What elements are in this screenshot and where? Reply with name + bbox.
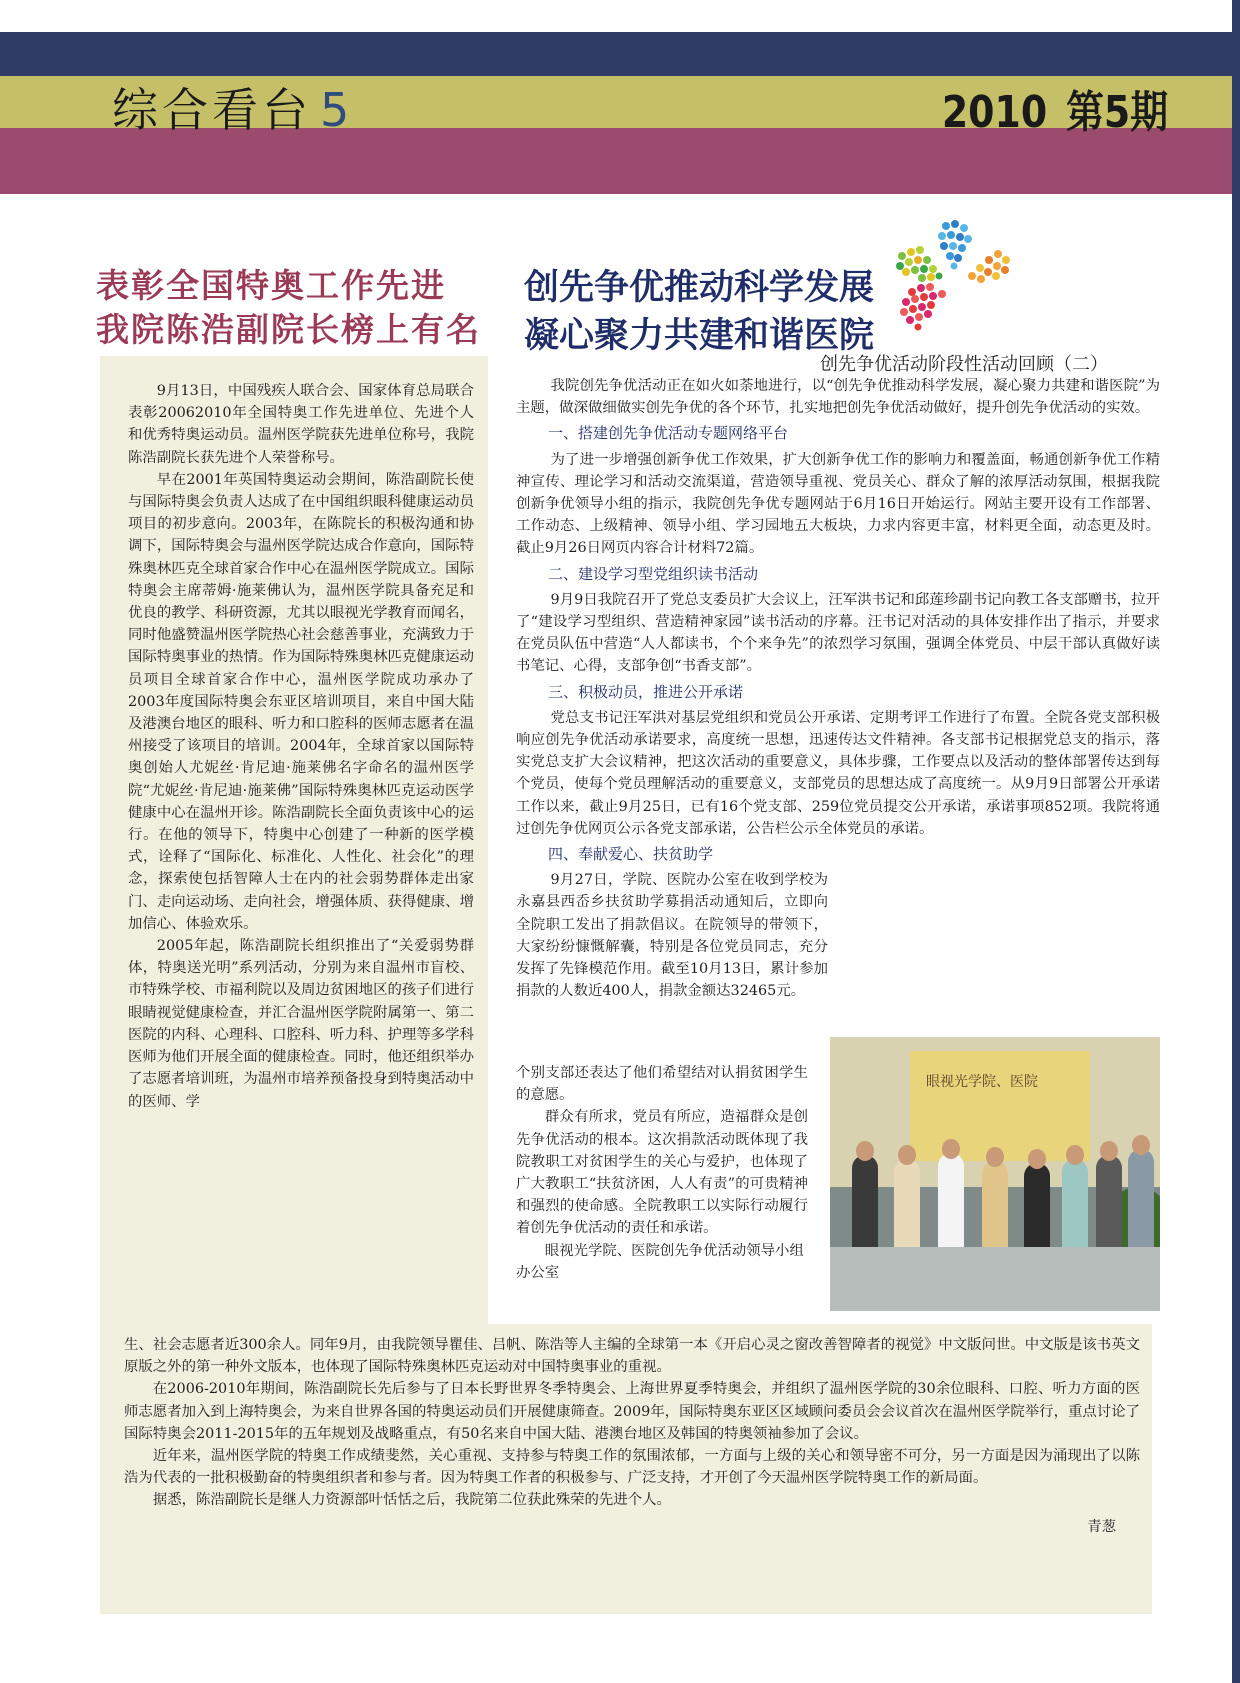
photo-person-head (1028, 1149, 1046, 1169)
continued-paragraph-2: 在2006-2010年期间，陈浩副院长先后参与了日本长野世界冬季特奥会、上海世界夏季特奥会，并组织了温州医学院的30余位眼科、口腔、听力方面的医师志愿者加入到上海特奥会，为来自世界各国的特奥运动员们开展健康筛查。2009年，国际特奥东亚区区域顾问委员会会议首次在温州医学院举行，重点讨论了国际特奥会2011-2015年的五年规划及战略重点，有50名来自中国大陆、港澳台地区及韩国的特奥领袖参加了会议。 (124, 1381, 1140, 1442)
left-article-continuation (124, 1334, 1140, 1538)
photo-projection-screen (910, 1051, 1090, 1161)
header-band-navy (0, 32, 1240, 76)
logo-petal-bottom (900, 283, 946, 331)
narrow-paragraph-1: 个别支部还表达了他们希望结对认捐贫困学生的意愿。 (516, 1065, 808, 1104)
left-headline-line2: 我院陈浩副院长榜上有名 (96, 310, 481, 349)
right-intro: 我院创先争优活动正在如火如荼地进行，以“创先争优推动科学发展，凝心聚力共建和谐医院”为主题，做深做细做实创先争优的各个环节，扎实地把创先争优活动做好，提升创先争优活动的实效。 (516, 378, 1160, 417)
section-body-3: 党总支书记汪军洪对基层党组织和党员公开承诺、定期考评工作进行了布置。全院各党支部积极响应创先争优活动承诺要求，高度统一思想，迅速传达文件精神。各支部书记根据党总支的指示，落实党总支扩大会议精神，把这次活动的重要意义，具体步骤，工作要点以及活动的整体部署传达到每个党员，使每个党员理解活动的重要意义，支部党员的思想达成了高度统一。从9月9日部署公开承诺工作以来，截止9月25日，已有16个党支部、259位党员提交公开承诺，承诺事项852项。我院将通过创先争优网页公示各党支部承诺，公告栏公示全体党员的承诺。 (516, 709, 1160, 837)
left-paragraph-2: 早在2001年英国特奥运动会期间，陈浩副院长使与国际特奥会负责人达成了在中国组织眼科健康运动员项目的初步意向。2003年，在陈院长的积极沟通和协调下，国际特奥会与温州医学院达成合作意向，国际特殊奥林匹克全球首家合作中心在温州医学院成立。国际特奥会主席蒂姆·施莱佛认为，温州医学院具备充足和优良的教学、科研资源，尤其以眼视光学教育而闻名，同时他盛赞温州医学院热心社会慈善事业，充满致力于国际特奥事业的热情。作为国际特殊奥林匹克健康运动员项目全球首家合作中心，温州医学院成功承办了2003年度国际特奥会东亚区培训项目，来自中国大陆及港澳台地区的眼科、听力和口腔科的医师志愿者在温州接受了该项目的培训。2004年，全球首家以国际特奥创始人尤妮丝·肯尼迪·施莱佛名字命名的温州医学院“尤妮丝·肯尼迪·施莱佛”国际特殊奥林匹克运动医学健康中心在温州开诊。陈浩副院长全面负责该中心的运行。在他的领导下，特奥中心创建了一种新的医学模式，诠释了“国际化、标准化、人性化、社会化”的理念，探索使包括智障人士在内的社会弱势群体走出家门、走向运动场、走向社会，增强体质、获得健康、增加信心、体验欢乐。 (128, 471, 474, 932)
logo-petal-left (896, 246, 943, 282)
left-paragraph-3: 2005年起，陈浩副院长组织推出了“关爱弱势群体，特奥送光明”系列活动，分别为来自温州市盲校、市特殊学校、市福利院以及周边贫困地区的孩子们进行眼睛视觉健康检查，并汇合温州医学院附属第一、第二医院的内科、心理科、口腔科、听力科、护理等多学科医师为他们开展全面的健康检查。同时，他还组织举办了志愿者培训班，为温州市培养预备投身到特奥活动中的医师、学 (128, 938, 474, 1110)
right-article-narrow (516, 1062, 808, 1284)
section-title (112, 74, 349, 140)
photo-person-head (986, 1147, 1004, 1167)
right-article-body (516, 375, 1160, 1002)
photo-person-head (1066, 1145, 1084, 1165)
right-subheading: 创先争优活动阶段性活动回顾（二） (820, 354, 1108, 375)
section-heading-4: 四、奉献爱心、扶贫助学 (548, 845, 714, 864)
photo-person-head (898, 1145, 916, 1165)
right-frame-bar (1232, 0, 1240, 1683)
issue-number: 第5期 (1065, 87, 1168, 138)
section-heading-3: 三、积极动员，推进公开承诺 (548, 682, 744, 701)
issue-year: 2010 (941, 87, 1048, 138)
photo-person-head (1132, 1135, 1150, 1155)
continued-paragraph-3: 近年来，温州医学院的特奥工作成绩斐然，关心重视、支持参与特奥工作的氛围浓郁，一方面与上级的关心和领导密不可分，另一方面是因为涌现出了以陈浩为代表的一批积极勤奋的特奥组织者和参与者。因为特奥工作者的积极参与、广泛支持，才开创了今天温州医学院特奥工作的新局面。 (124, 1448, 1140, 1487)
group-photo (830, 1037, 1160, 1311)
photo-person-head (942, 1139, 960, 1159)
photo-table (830, 1247, 1160, 1311)
logo-petal-right (968, 250, 1010, 283)
section-title-text: 综合看台 (112, 83, 312, 137)
photo-person-head (856, 1141, 874, 1161)
right-signature: 眼视光学院、医院创先争优活动领导小组办公室 (516, 1242, 804, 1281)
continued-paragraph-4: 据悉，陈浩副院长是继人力资源部叶恬恬之后，我院第二位获此殊荣的先进个人。 (152, 1492, 671, 1509)
section-body-2: 9月9日我院召开了党总支委员扩大会议上，汪军洪书记和邱莲珍副书记向教工各支部赠书，拉开了“建设学习型组织、营造精神家园”读书活动的序幕。汪书记对活动的具体安排作出了指示，并要求在党员队伍中营造“人人都读书，个个来争先”的浓烈学习氛围，强调全体党员、中层干部认真做好读书笔记、心得，支部争创“书香支部”。 (516, 591, 1160, 675)
left-headline-line1: 表彰全国特奥工作先进 (96, 266, 446, 305)
left-paragraph-1: 9月13日，中国残疾人联合会、国家体育总局联合表彰20062010年全国特奥工作先进单位、先进个人和优秀特奥运动员。温州医学院获先进单位称号，我院陈浩副院长获先进个人荣誉称号。 (128, 383, 474, 466)
right-headline-line1: 创先争优推动科学发展 (524, 268, 875, 308)
campaign-logo-icon (894, 216, 1014, 334)
continued-paragraph-1: 生、社会志愿者近300余人。同年9月，由我院领导瞿佳、吕帆、陈浩等人主编的全球第一本《开启心灵之窗改善智障者的视觉》中文版问世。中文版是该书英文原版之外的第一种外文版本，也体现了国际特殊奥林匹克运动对中国特奥事业的重视。 (124, 1337, 1140, 1376)
section-number: 5 (320, 83, 350, 137)
section-heading-2: 二、建设学习型党组织读书活动 (548, 564, 759, 583)
photo-screen-text: 眼视光学院、医院 (926, 1074, 1038, 1090)
left-article-body (128, 380, 474, 1113)
left-headline (96, 264, 481, 352)
right-headline-line2: 凝心聚力共建和谐医院 (524, 316, 875, 356)
author-credit: 青葱 (1087, 1518, 1116, 1535)
logo-petal-top (938, 220, 972, 270)
narrow-paragraph-2: 群众有所求，党员有所应，造福群众是创先争优活动的根本。这次捐款活动既体现了我院教职工对贫困学生的关心与爱护，也体现了广大教职工“扶贫济困，人人有责”的可贵精神和强烈的使命感。全院教职工以实际行动履行着创先争优活动的责任和承诺。 (516, 1109, 808, 1237)
section-body-4: 9月27日，学院、医院办公室在收到学校为永嘉县西岙乡扶贫助学募捐活动通知后，立即向全院职工发出了捐款倡议。在院领导的带领下，大家纷纷慷慨解囊，特别是各位党员同志，充分发挥了先锋模范作用。截至10月13日，累计参加捐款的人数近400人，捐款金额达32465元。 (516, 872, 828, 1000)
issue-label (942, 76, 1168, 140)
section-heading-1: 一、搭建创先争优活动专题网络平台 (548, 424, 789, 443)
photo-person-head (1100, 1141, 1118, 1161)
section-body-1: 为了进一步增强创新争优工作效果，扩大创新争优工作的影响力和覆盖面，畅通创新争优工作精神宣传、理论学习和活动交流渠道，营造领导重视、党员关心、群众了解的浓厚活动氛围，根据我院创新争优领导小组的指示，我院创先争优专题网站于6月16日开始运行。网站主要开设有工作部署、工作动态、上级精神、领导小组、学习园地五大板块，力求内容更丰富，材料更全面，动态更及时。截止9月26日网页内容合计材料72篇。 (516, 451, 1160, 557)
right-headline (524, 264, 874, 360)
